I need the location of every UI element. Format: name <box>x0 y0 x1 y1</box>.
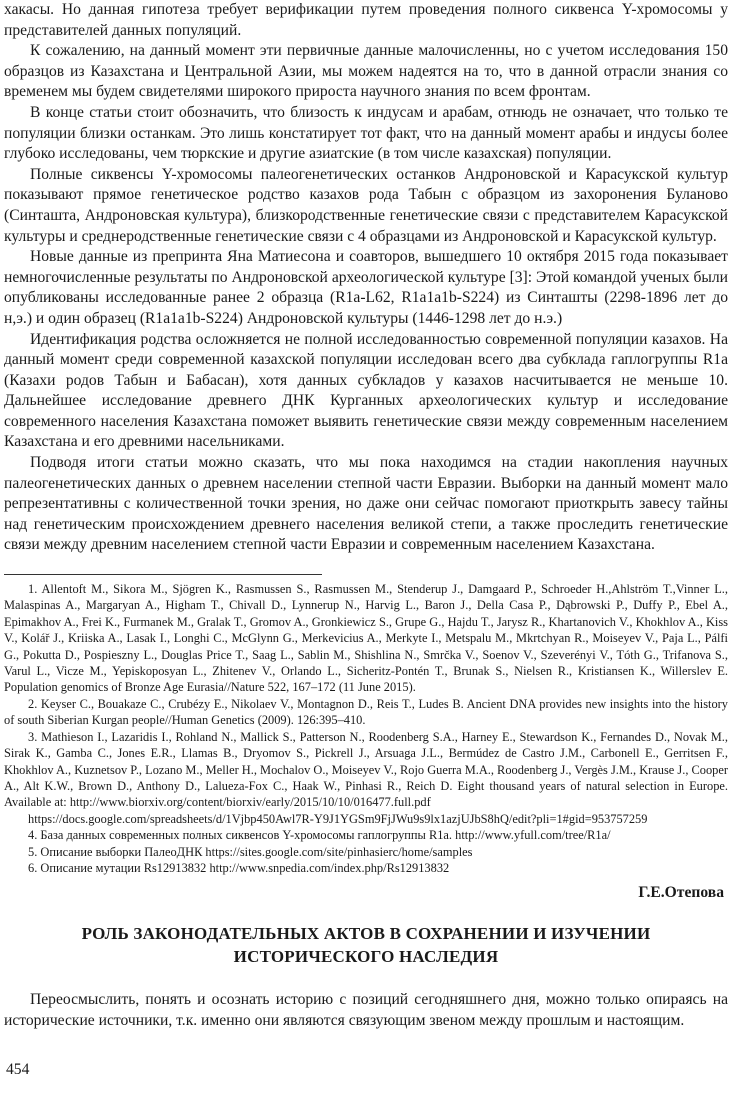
reference-item: 1. Allentoft M., Sikora M., Sjögren K., Rasmussen S., Rasmussen M., Stenderup J., Damgaard P., Schroeder H.,Ahlström T.,Vinner L., Malaspinas A., Margaryan A., Higham T., Chivall D., Lynnerup N., Harvig L., Baron J., Della Casa P., Dąbrowski P., Duffy P., Ebel A., Epimakhov A., Frei K., Furmanek M., Gralak T., Gromov A., Gronkiewicz S., Grupe G., Hajdu T., Jarysz R., Khartanovich V., Khokhlov A., Kiss V., Kolář J., Kriiska A., Lasak I., Longhi C., McGlynn G., Merkevicius A., Merkyte I., Metspalu M., Mkrtchyan R., Moiseyev V., Paja L., Pálfi G., Pokutta D., Pospieszny L., Douglas Price T., Saag L., Sablin M., Shishlina N., Smrčka V., Soenov V., Szeverényi V., Tóth G., Trifanova S., Varul L., Vicze M., Yepiskoposyan L., Zhitenev V., Orlando L., Sicheritz-Pontén T., Brunak S., Nielsen R., Kristiansen K., Willerslev E. Population genomics of Bronze Age Eurasia//Nature 522, 167–172 (11 June 2015). <box>4 582 728 695</box>
article-intro <box>4 990 728 1031</box>
author-name: Г.Е.Отепова <box>638 884 724 902</box>
document-page <box>4 0 728 1032</box>
article-title <box>4 922 728 968</box>
article-body <box>4 0 728 556</box>
page-number: 454 <box>6 1061 30 1078</box>
reference-item: 3. Mathieson I., Lazaridis I., Rohland N., Mallick S., Patterson N., Roodenberg S.A., Harney E., Stewardson K., Fernandes D., Novak M., Sirak K., Gamba C., Jones E.R., Llamas B., Dryomov S., Pickrell J., Arsuaga J.L., Bermúdez de Castro J.M., Carbonell E., Gerritsen F., Khokhlov A., Kuznetsov P., Lozano M., Meller H., Mochalov O., Moiseyev V., Rojo Guerra M.A., Roodenberg J., Vergès J.M., Krause J., Cooper A., Alt K.W., Brown D., Anthony D., Lalueza-Fox C., Haak W., Pinhasi R., Reich D. Eight thousand years of natural selection in Europe. Available at: http://www.biorxiv.org/content/biorxiv/early/2015/10/10/016477.full.pdf <box>4 729 728 810</box>
footnote-divider <box>4 574 322 575</box>
body-paragraph: хакасы. Но данная гипотеза требует верификации путем проведения полного сиквенса Y-хромосомы у представителей данных популяций. <box>4 1 728 39</box>
body-paragraph: В конце статьи стоит обозначить, что близость к индусам и арабам, отнюдь не означает, что только те популяции близки останкам. Это лишь констатирует тот факт, что на данный момент арабы и индусы более глубоко исследованы, чем тюркские и другие азиатские (в том числе казахская) популяции. <box>4 103 728 163</box>
body-paragraph: Подводя итоги статьи можно сказать, что мы пока находимся на стадии накопления научных палеогенетических данных о древнем населении степной части Евразии. Выборки на данный момент мало репрезентативны с количественной точки зрения, но даже они сейчас помогают приоткрыть завесу тайны над генетическим происхождением древнего населения великой степи, а также проследить генетические связи между древним населением степной части Евразии и современным населением Казахстана. <box>4 454 728 554</box>
reference-link: https://docs.google.com/spreadsheets/d/1Vjbp450Awl7R-Y9J1YGSm9FjJWu9s9lx1azjUJbS8hQ/edit?pli=1#gid=953757259 <box>28 811 648 826</box>
body-paragraph: Новые данные из препринта Яна Матиесона и соавторов, вышедшего 10 октября 2015 года показывает немногочисленные результаты по Андроновской археологической культуре [3]: Этой командой ученых были опубликованы исследованные ранее 2 образца (R1a-L62, R1a1a1b-S224) из Синташты (2298-1896 лет до н,э.) и один образец (R1a1a1b-S224) Андроновской культуры (1446-1298 лет до н.э.) <box>4 248 728 327</box>
reference-item: 4. База данных современных полных сиквенсов Y-хромосомы гаплогруппы R1a. http://www.yfull.com/tree/R1a/ <box>28 828 611 843</box>
reference-item: 2. Keyser C., Bouakaze C., Crubézy E., Nikolaev V., Montagnon D., Reis T., Ludes B. Ancient DNA provides new insights into the history of south Siberian Kurgan people//Human Genetics (2009). 126:395–410. <box>4 696 728 728</box>
article-title-line: РОЛЬ ЗАКОНОДАТЕЛЬНЫХ АКТОВ В СОХРАНЕНИИ И ИЗУЧЕНИИ <box>81 924 651 944</box>
article-title-line: ИСТОРИЧЕСКОГО НАСЛЕДИЯ <box>233 947 499 967</box>
body-paragraph: К сожалению, на данный момент эти первичные данные малочисленны, но с учетом исследования 150 образцов из Казахстана и Центральной Азии, мы можем надеятся на то, что в данной отрасли знания со временем мы будем свидетелями широкого прироста научного знания по всем фронтам. <box>4 42 728 101</box>
reference-item: 5. Описание выборки ПалеоДНК https://sites.google.com/site/pinhasierc/home/samples <box>28 844 473 859</box>
reference-list <box>4 581 728 876</box>
body-paragraph: Полные сиквенсы Y-хромосомы палеогенетических останков Андроновской и Карасукской культур показывают прямое генетическое родство казахов рода Табын с образцом из захоронения Буланово (Синташта, Андроновская культура), близкородственные генетические связи с представителем Карасукской культуры и среднеродственные генетические связи с 4 образцами из Андроновской и Карасукской культур. <box>4 165 728 245</box>
reference-item: 6. Описание мутации Rs12913832 http://www.snpedia.com/index.php/Rs12913832 <box>28 860 450 875</box>
intro-paragraph: Переосмыслить, понять и осознать историю с позиций сегодняшнего дня, можно только опираясь на исторические источники, т.к. именно они являются связующим звеном между прошлым и настоящим. <box>4 991 728 1029</box>
body-paragraph: Идентификация родства осложняется не полной исследованностью современной популяции казахов. На данный момент среди современной казахской популяции исследован всего два субклада гаплогруппы R1a (Казахи родов Табын и Бабасан), хотя данных субкладов у казахов насчитывается не меньше 10. Дальнейшее исследование древнего ДНК Курганных археологических культур и исследование современного населения Казахстана поможет выявить генетические связи между современным населением Казахстана и его древними насельниками. <box>4 330 728 451</box>
